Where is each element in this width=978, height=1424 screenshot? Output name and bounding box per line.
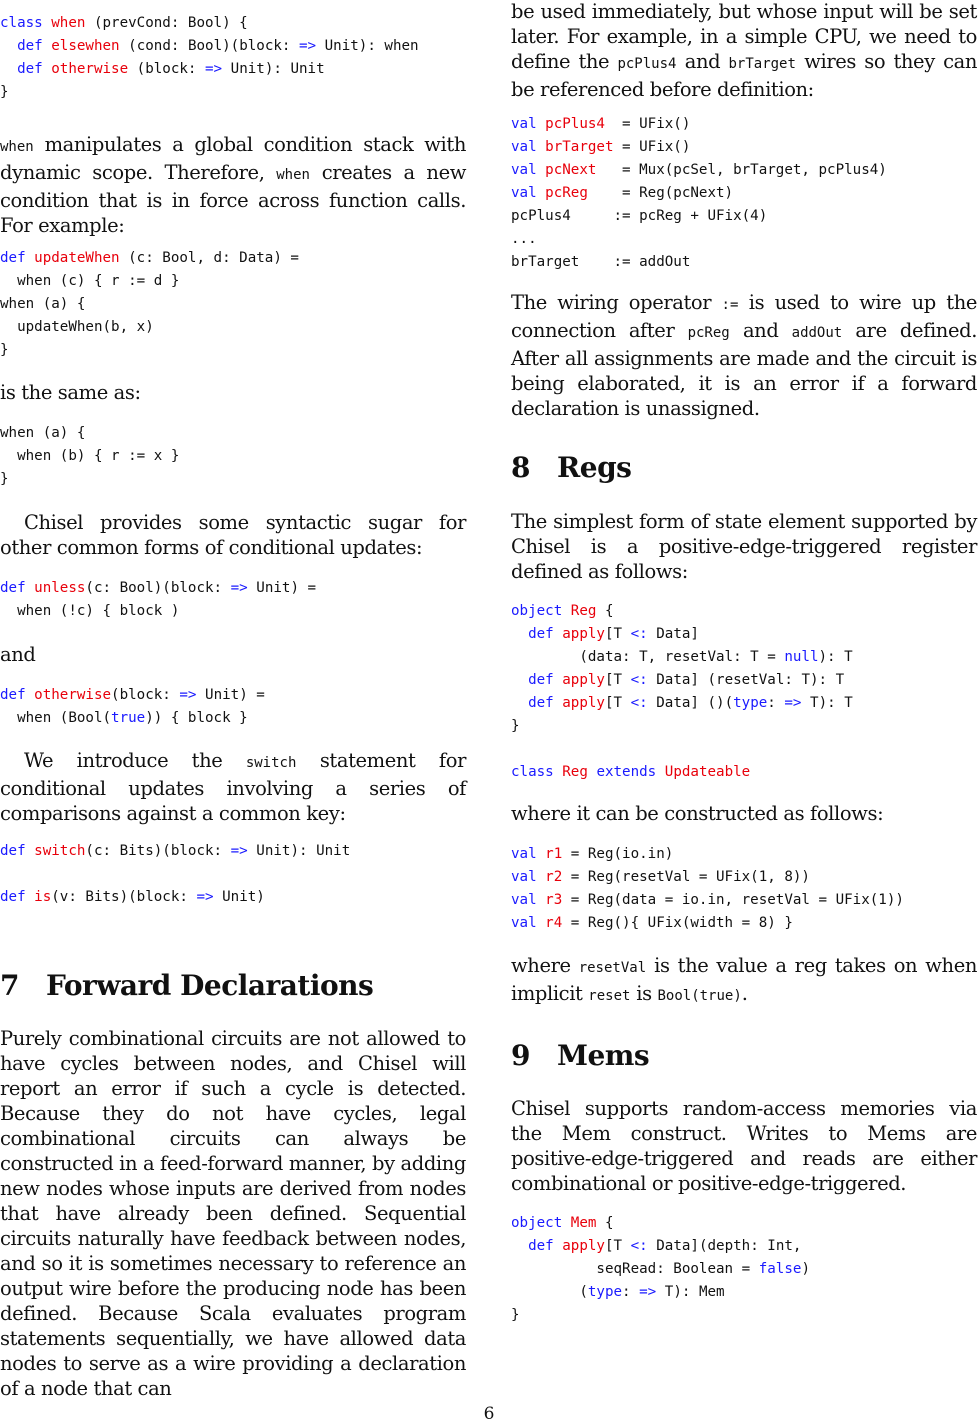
text: Unit) = (247, 580, 317, 596)
para-forward-declarations: Purely combinational circuits are not allowed to have cycles between nodes, and Chisel will report an error if such a cycle is detected. Because they do not have cycles, legal combinational circuits can always be constructed in a feed-forward manner, by adding new nodes whose inputs are derived from nodes that have already been defined. Sequential circuits naturally have feedback between nodes, and so it is sometimes necessary to reference an output wire before the producing node has been defined. Because Scala evaluates program statements sequentially, we have allowed data nodes to serve as a wire providing a declaration of a node that can (0, 1027, 466, 1400)
code-keyword: => (230, 843, 248, 859)
para-regs: The simplest form of state element supported by Chisel is a positive-edge-triggered register defined as follows: (511, 510, 977, 583)
code-identifier: updateWhen (34, 250, 120, 266)
code-unless (0, 577, 316, 623)
code-keyword: true (111, 710, 146, 726)
inline-code: when (0, 139, 34, 155)
code-line (0, 603, 179, 619)
code-keyword: val (511, 892, 537, 908)
code-line (0, 425, 85, 441)
code-keyword: <: (630, 626, 648, 642)
text: (prevCond: Bool) { (85, 15, 248, 31)
text: and (729, 319, 792, 342)
code-identifier: elsewhen (51, 38, 120, 54)
code-identifier: r3 (545, 892, 563, 908)
code-line (511, 254, 690, 270)
code-line (511, 1284, 725, 1300)
code-identifier: Reg (570, 603, 597, 619)
text: Data] (resetVal: T): T (647, 672, 845, 688)
inline-code: Bool(true) (657, 988, 742, 1004)
text: } (0, 471, 9, 487)
text: brTarget := addOut (511, 254, 691, 270)
inline-code: := (721, 297, 739, 313)
text: = Reg(io.in) (562, 846, 674, 862)
code-keyword: null (784, 649, 819, 665)
para-switch (0, 748, 466, 826)
text: are defined. After all assignments are made and the circuit is being elaborated, it is an error if a forward declaration is unassigned. (511, 319, 977, 420)
code-identifier: Mem (570, 1215, 597, 1231)
text (511, 672, 528, 688)
code-line (0, 687, 265, 703)
code-keyword: val (511, 869, 537, 885)
code-line (511, 649, 853, 665)
text: manipulates a global condition stack with dynamic scope. Therefore, (0, 133, 466, 184)
code-keyword: => (784, 695, 802, 711)
text (0, 61, 17, 77)
section-number: 8 (511, 451, 530, 484)
code-identifier: when (51, 15, 86, 31)
code-identifier: unless (34, 580, 86, 596)
section-title: Forward Declarations (46, 969, 374, 1002)
code-line (0, 843, 350, 859)
text (511, 626, 528, 642)
para-constructed: where it can be constructed as follows: (511, 802, 884, 825)
text: [T (604, 626, 631, 642)
code-keyword: object (511, 603, 563, 619)
text: pcPlus4 := pcReg + UFix(4) (511, 208, 768, 224)
text: (data: T, resetVal: T = (511, 649, 785, 665)
code-keyword: val (511, 162, 537, 178)
inline-code: when (276, 167, 310, 183)
text: is the value a reg takes on when implicit (511, 954, 977, 1005)
code-wires (511, 113, 887, 274)
section-title: Mems (557, 1039, 650, 1072)
text (537, 915, 546, 931)
code-line (511, 626, 699, 642)
para-when-stack (0, 132, 466, 238)
section-8-heading (511, 451, 631, 484)
code-keyword: => (205, 61, 223, 77)
text: = Reg(pcNext) (587, 185, 734, 201)
code-update-when (0, 247, 299, 362)
text: when (b) { r := x } (0, 448, 180, 464)
text: = Mux(pcSel, brTarget, pcPlus4) (596, 162, 887, 178)
code-identifier: Reg (562, 764, 588, 780)
text (26, 250, 35, 266)
para-forward-cont (511, 0, 977, 102)
code-keyword: val (511, 116, 537, 132)
text (537, 139, 546, 155)
text: when (c) { r := d } (0, 273, 180, 289)
text: creates a new condition that is in force across function calls. For example: (0, 161, 467, 237)
text: be used immediately, but whose input will be set later. For example, in a simple CPU, we need to define the (511, 0, 977, 73)
code-keyword: def (528, 626, 554, 642)
code-line (511, 1307, 520, 1323)
text: Unit): Unit (247, 843, 351, 859)
text (656, 764, 665, 780)
text: Unit) (213, 889, 265, 905)
text: Unit) = (196, 687, 265, 703)
code-line (511, 208, 767, 224)
code-line (511, 672, 844, 688)
para-same-as: is the same as: (0, 381, 141, 404)
code-line (0, 296, 85, 312)
para-sugar: Chisel provides some syntactic sugar for other common forms of conditional updates: (0, 511, 466, 559)
code-identifier: otherwise (34, 687, 112, 703)
text: [T (604, 1238, 631, 1254)
code-line (511, 1261, 810, 1277)
text: updateWhen(b, x) (0, 319, 154, 335)
code-keyword: => (639, 1284, 657, 1300)
text (511, 695, 528, 711)
para-resetval (511, 953, 977, 1009)
text: (cond: Bool)(block: (119, 38, 299, 54)
inline-code: reset (588, 988, 631, 1004)
code-keyword: type (587, 1284, 623, 1300)
text: (c: Bool)(block: (85, 580, 231, 596)
code-keyword: extends (596, 764, 657, 780)
text (537, 846, 546, 862)
code-keyword: <: (630, 695, 648, 711)
code-line (0, 273, 179, 289)
code-keyword: type (733, 695, 768, 711)
code-keyword: class (0, 15, 43, 31)
code-line (511, 139, 690, 155)
code-keyword: val (511, 139, 537, 155)
code-keyword: def (0, 687, 26, 703)
para-mems: Chisel supports random-access memories via the Mem construct. Writes to Mems are positive-edge-triggered and reads are either combinational or positive-edge-triggered. (511, 1097, 977, 1195)
inline-code: resetVal (578, 960, 647, 976)
code-identifier: otherwise (51, 61, 129, 77)
code-reg (511, 600, 853, 784)
text: Unit): when (316, 38, 419, 54)
text: { (596, 603, 614, 619)
text (0, 38, 17, 54)
code-keyword: val (511, 846, 537, 862)
text (26, 843, 35, 859)
text (554, 695, 563, 711)
text: T): Mem (656, 1284, 725, 1300)
code-identifier: is (34, 889, 52, 905)
text (554, 764, 563, 780)
code-line (0, 580, 316, 596)
code-identifier: apply (562, 626, 605, 642)
code-line (0, 250, 299, 266)
code-identifier: apply (562, 695, 605, 711)
code-keyword: object (511, 1215, 563, 1231)
code-line (511, 892, 904, 908)
text (26, 687, 35, 703)
code-identifier: switch (34, 843, 86, 859)
code-line (511, 846, 673, 862)
para-wiring (511, 290, 977, 421)
code-identifier: pcReg (545, 185, 588, 201)
section-7-heading (0, 969, 373, 1002)
text: when (Bool( (0, 710, 112, 726)
inline-code: addOut (791, 325, 843, 341)
code-keyword: def (0, 843, 26, 859)
text: where (511, 954, 579, 977)
inline-code: brTarget (728, 56, 796, 72)
code-line (511, 1215, 614, 1231)
code-keyword: => (230, 580, 248, 596)
code-keyword: val (511, 185, 537, 201)
text: = Reg(){ UFix(width = 8) } (562, 915, 793, 931)
text: )) { block } (145, 710, 248, 726)
text (554, 1238, 563, 1254)
code-line (0, 38, 419, 54)
code-line (0, 61, 325, 77)
code-line (0, 710, 248, 726)
code-keyword: def (0, 889, 26, 905)
text: ): T (818, 649, 853, 665)
text (511, 1238, 528, 1254)
text: (c: Bool, d: Data) = (119, 250, 299, 266)
code-nested-when (0, 422, 179, 491)
code-keyword: => (196, 889, 214, 905)
code-switch (0, 840, 350, 909)
code-line (511, 1238, 801, 1254)
code-mem (511, 1212, 810, 1327)
code-identifier: r2 (545, 869, 563, 885)
text (43, 15, 52, 31)
code-when-class (0, 12, 419, 104)
text: [T (604, 672, 631, 688)
section-number: 7 (0, 969, 19, 1002)
text: The wiring operator (511, 291, 722, 314)
code-line (511, 162, 887, 178)
text: when (a) { (0, 425, 86, 441)
code-identifier: pcPlus4 (545, 116, 605, 132)
text: (v: Bits)(block: (51, 889, 197, 905)
code-reg-examples (511, 843, 904, 935)
text: } (511, 718, 520, 734)
code-line (0, 84, 9, 100)
text: (c: Bits)(block: (85, 843, 231, 859)
page-number: 6 (483, 1404, 495, 1424)
text: when (a) { (0, 296, 86, 312)
code-line (0, 319, 154, 335)
text: and (676, 50, 729, 73)
code-keyword: class (511, 764, 554, 780)
text: ) (801, 1261, 810, 1277)
code-line (511, 603, 614, 619)
text: = Reg(data = io.in, resetVal = UFix(1)) (562, 892, 904, 908)
text: } (0, 84, 9, 100)
code-line (511, 185, 733, 201)
code-identifier: apply (562, 672, 605, 688)
text: ... (511, 231, 537, 247)
text (43, 61, 52, 77)
code-keyword: => (298, 38, 317, 54)
code-keyword: false (758, 1261, 802, 1277)
text (43, 38, 52, 54)
code-keyword: def (17, 61, 43, 77)
text (26, 889, 35, 905)
text: : (622, 1284, 640, 1300)
text: We introduce the (24, 749, 246, 772)
code-line (511, 764, 750, 780)
code-identifier: r4 (545, 915, 563, 931)
text (537, 185, 546, 201)
text: Data](depth: Int, (647, 1238, 802, 1254)
text (537, 162, 546, 178)
code-keyword: => (179, 687, 197, 703)
text: (block: (128, 61, 206, 77)
text: Data] (647, 626, 699, 642)
code-keyword: def (0, 580, 26, 596)
code-keyword: def (528, 672, 554, 688)
text: = Reg(resetVal = UFix(1, 8)) (562, 869, 810, 885)
code-identifier: Updateable (664, 764, 751, 780)
inline-code: switch (245, 755, 297, 771)
section-title: Regs (557, 451, 632, 484)
text (554, 672, 563, 688)
code-line (0, 15, 248, 31)
code-line (511, 869, 810, 885)
text (554, 626, 563, 642)
text: is (630, 982, 658, 1005)
code-line (0, 342, 9, 358)
text: when (!c) { block ) (0, 603, 180, 619)
code-line (0, 448, 179, 464)
section-9-heading (511, 1039, 649, 1072)
text (562, 1215, 571, 1231)
text: T): T (801, 695, 853, 711)
code-keyword: <: (630, 672, 648, 688)
text: [T (604, 695, 631, 711)
code-line (511, 695, 853, 711)
text: . (741, 982, 748, 1005)
para-and: and (0, 643, 36, 666)
section-number: 9 (511, 1039, 530, 1072)
code-line (511, 116, 690, 132)
text: : (767, 695, 785, 711)
code-keyword: def (528, 695, 554, 711)
text: = UFix() (604, 116, 691, 132)
text: (block: (111, 687, 180, 703)
text (26, 580, 35, 596)
text: Data] ()( (647, 695, 734, 711)
text: ( (511, 1284, 588, 1300)
text (537, 869, 546, 885)
code-identifier: brTarget (545, 139, 614, 155)
text: { (596, 1215, 614, 1231)
code-identifier: apply (562, 1238, 605, 1254)
text: statement for conditional updates involving a series of comparisons against a common key: (0, 749, 466, 825)
inline-code: pcPlus4 (617, 56, 677, 72)
inline-code: pcReg (687, 325, 730, 341)
code-line (0, 889, 265, 905)
text (537, 892, 546, 908)
text: is used to wire up the connection after (511, 291, 977, 342)
code-identifier: r1 (545, 846, 563, 862)
code-identifier: pcNext (545, 162, 597, 178)
code-keyword: def (528, 1238, 554, 1254)
code-otherwise (0, 684, 265, 730)
code-line (511, 231, 537, 247)
text: = UFix() (613, 139, 691, 155)
code-line (0, 471, 9, 487)
code-keyword: <: (630, 1238, 648, 1254)
code-keyword: def (0, 250, 26, 266)
code-keyword: def (17, 38, 43, 54)
text (537, 116, 546, 132)
code-keyword: val (511, 915, 537, 931)
text: } (511, 1307, 520, 1323)
code-line (511, 718, 520, 734)
code-line (511, 915, 793, 931)
text: } (0, 342, 9, 358)
text: Unit): Unit (222, 61, 325, 77)
text (562, 603, 571, 619)
text: wires so they can be referenced before definition: (511, 50, 977, 101)
text: seqRead: Boolean = (511, 1261, 759, 1277)
